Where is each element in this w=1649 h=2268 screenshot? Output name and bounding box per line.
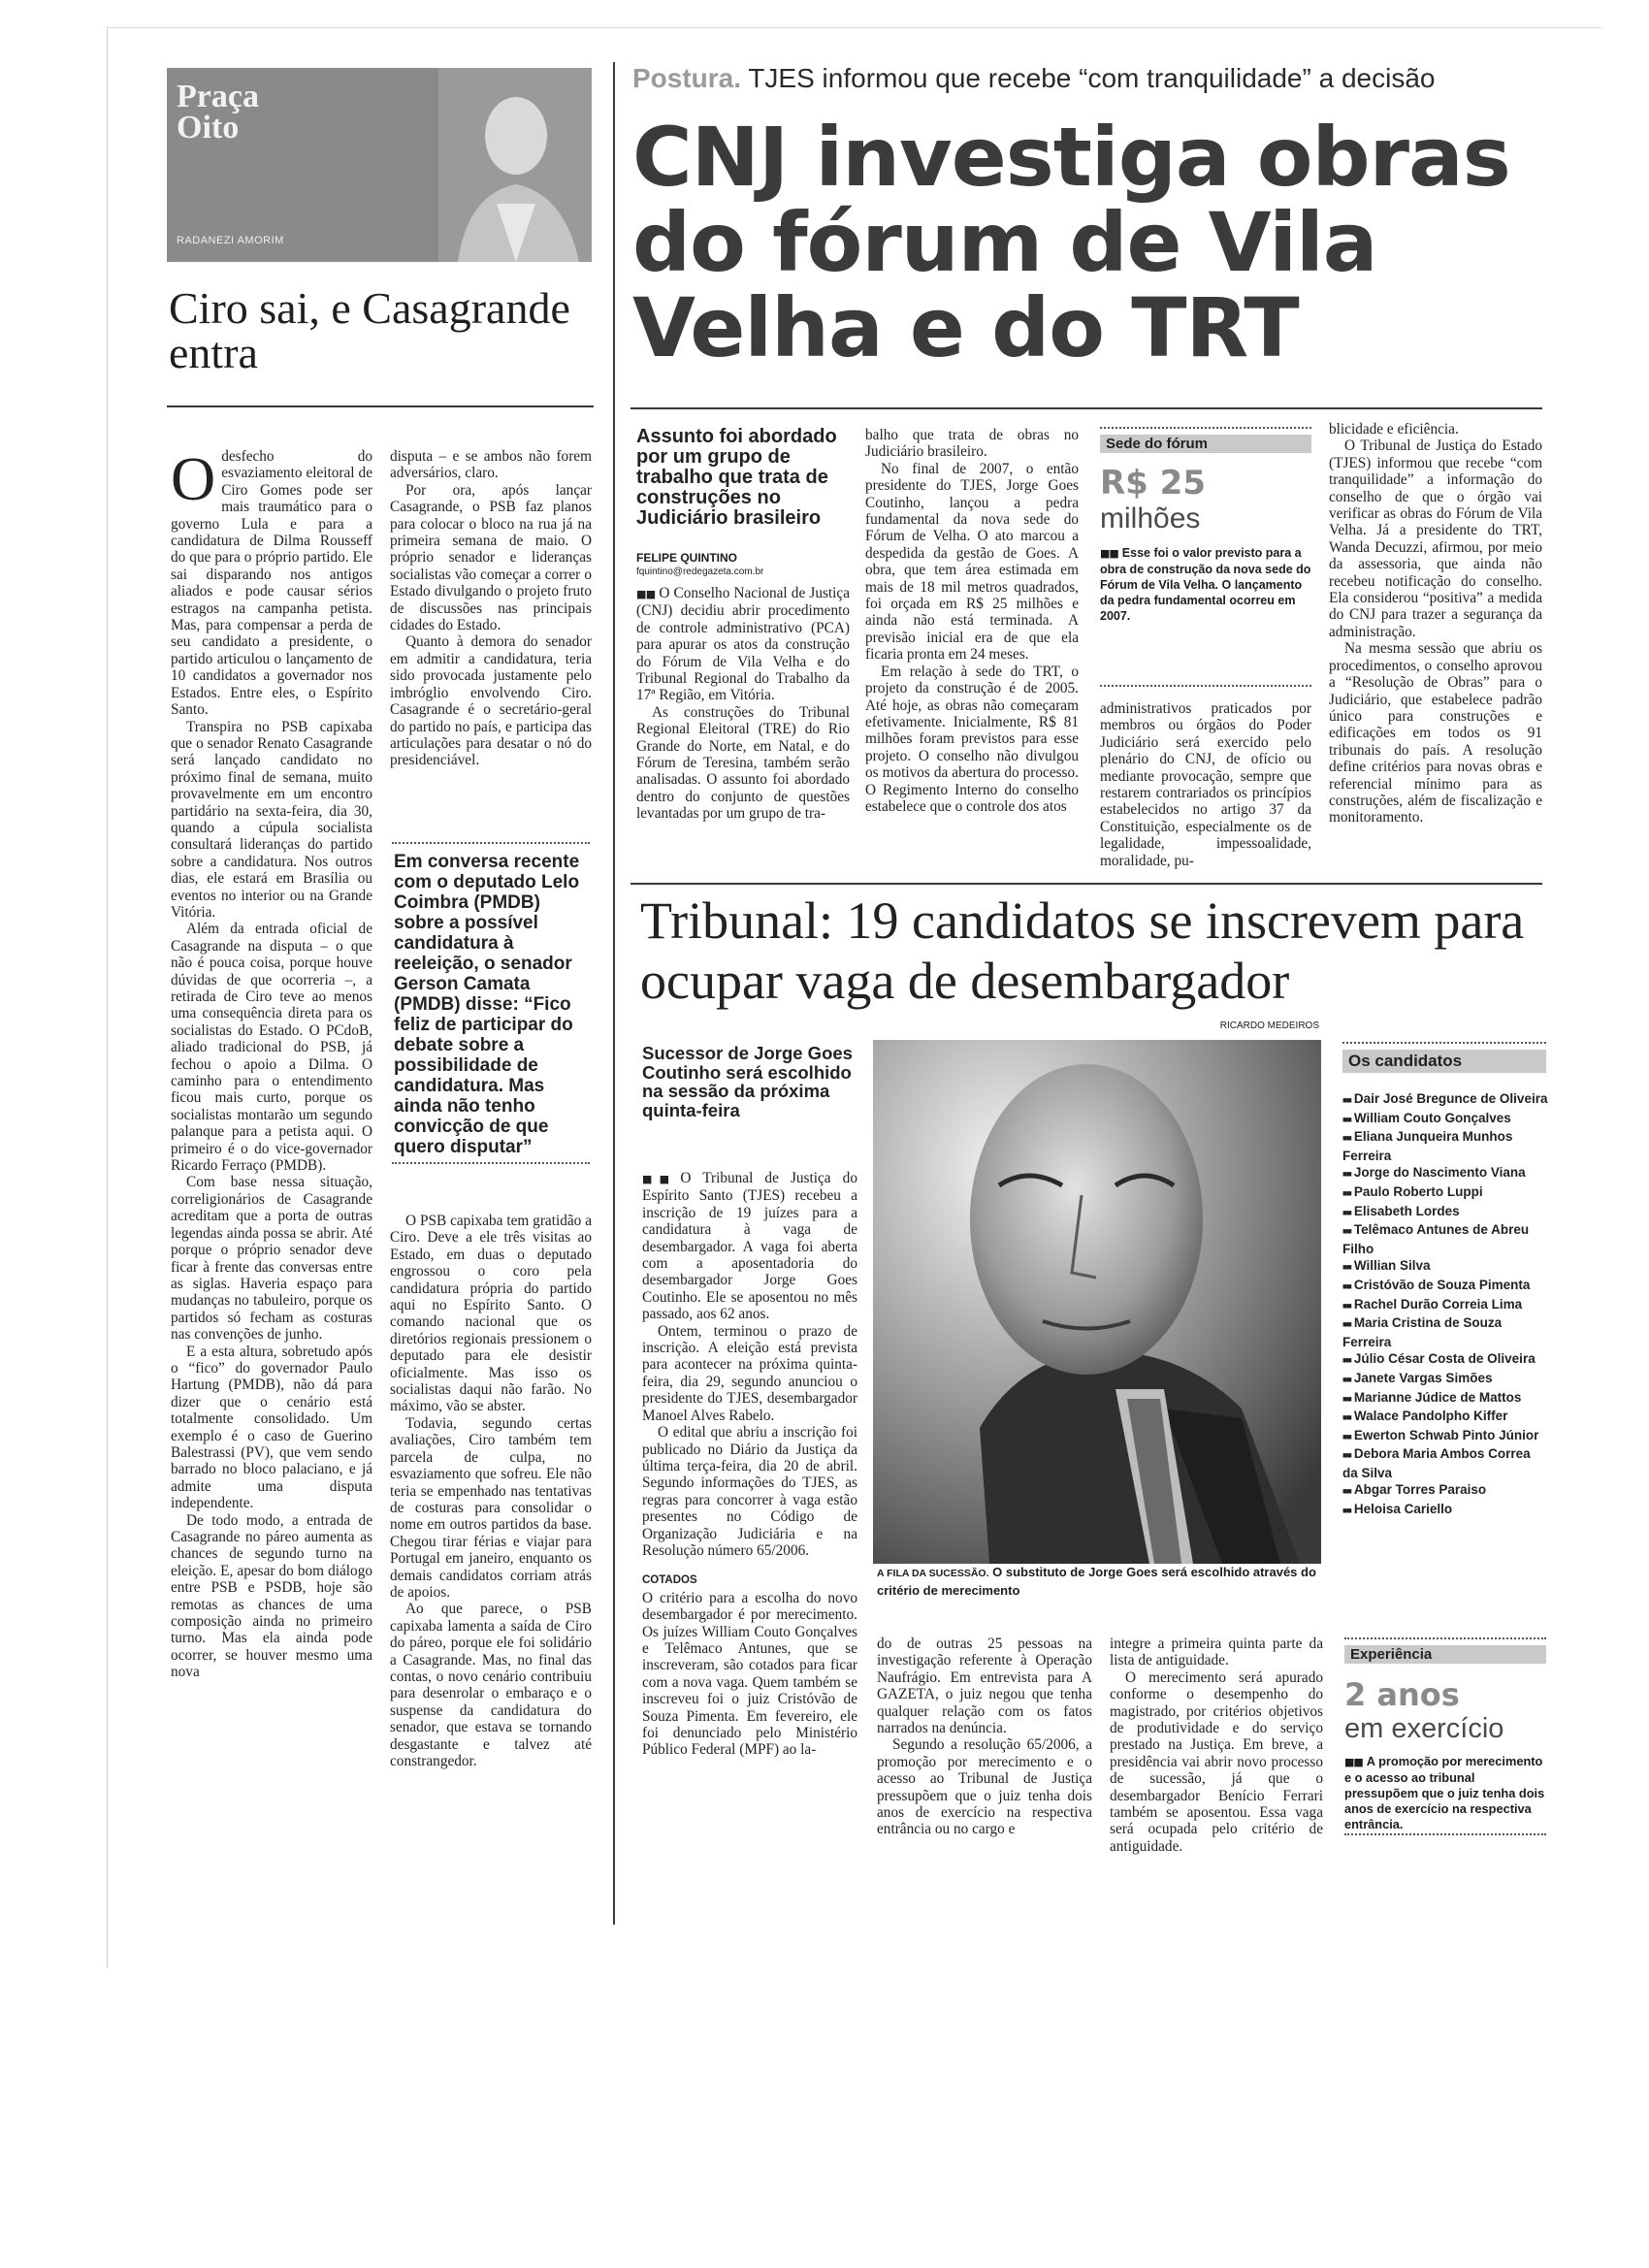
tribunal-paragraph: Ontem, terminou o prazo de inscrição. A eleição está prevista para acontecer na próxima quinta-feira, dia 29, segundo anunciou o presidente do TJES, desembargador Manoel Alves Rabelo. — [642, 1322, 857, 1424]
candidate-item: ■■ Elisabeth Lordes — [1342, 1203, 1460, 1218]
candidate-item: ■■ Telêmaco Antunes de Abreu Filho — [1342, 1222, 1530, 1256]
factbox-label: Sede do fórum — [1100, 435, 1311, 453]
cnj-col4 — [1329, 421, 1542, 826]
column-text-col1 — [171, 444, 372, 1681]
tribunal-paragraph: integre a primeira quinta parte da lista de antiguidade. — [1110, 1636, 1323, 1669]
cnj-headline-rule — [630, 407, 1542, 409]
cnj-col1 — [636, 585, 850, 823]
cotados-label: COTADOS — [642, 1574, 697, 1587]
photo-caption — [877, 1564, 1323, 1599]
factbox-value: R$ 25 — [1100, 464, 1206, 502]
candidate-item: ■■ Debora Maria Ambos Correa da Silva — [1342, 1446, 1531, 1480]
column-text-col2a — [390, 448, 592, 769]
praca-oito-logo: Praça Oito — [177, 79, 259, 146]
tribunal-paragraph: do de outras 25 pessoas na investigação referente à Operação Naufrágio. Em entrevista para A GAZETA, o juiz negou que tenha qualquer relação com os fatos narrados na denúncia. — [877, 1636, 1092, 1737]
article-kicker — [632, 62, 1544, 95]
cnj-paragraph: blicidade e eficiência. — [1329, 421, 1459, 437]
section-mark-icon: ■■ — [1344, 1756, 1363, 1768]
experience-value: 2 anos — [1344, 1676, 1460, 1713]
section-mark-icon: ■■ — [636, 588, 656, 600]
candidate-item: ■■ Maria Cristina de Souza Ferreira — [1342, 1315, 1503, 1349]
cnj-paragraph: Na mesma sessão que abriu os procedimentos, o conselho aprovou a “Resolução de Obras” para o Judiciário, que estabelece padrão único para construções e edificações em todos os 91 tribunais do país. A resolução define critérios para novas obras e referencial mínimo para as construções, além de fiscalização e monitoramento. — [1329, 640, 1542, 826]
column-paragraph: Quanto à demora do senador em admitir a candidatura, teria sido provocada justamente pelo imbróglio envolvendo Ciro. Casagrande é o secretário-geral do partido no país, e participa das articulações para desatar o nó do presidenciável. — [390, 633, 592, 769]
pull-quote-bottom-rule — [392, 1162, 590, 1164]
tribunal-paragraph: Segundo a resolução 65/2006, a promoção por merecimento e o acesso ao Tribunal de Justiça pressupõem que o juiz tenha dois anos de exercício na respectiva entrância ou no cargo e — [877, 1736, 1092, 1838]
tribunal-col3 — [1110, 1636, 1323, 1855]
candidate-item: ■■ Walace Pandolpho Kiffer — [1342, 1409, 1508, 1424]
desembargador-photo — [873, 1040, 1321, 1564]
candidate-item: ■■ Eliana Junqueira Munhos Ferreira — [1342, 1129, 1513, 1163]
candidate-item: ■■ Willian Silva — [1342, 1258, 1431, 1274]
cnj-paragraph: Em relação à sede do TRT, o projeto da construção é de 2005. Até hoje, as obras não começaram efetivamente. Inicialmente, R$ 81 milhões foram previstos para esse projeto. O conselho não divulgou os motivos da abertura do processo. O Regimento Interno do conselho estabelece que o controle dos atos — [865, 663, 1079, 815]
cnj-paragraph: ■■ O Conselho Nacional de Justiça (CNJ) decidiu abrir procedimento de controle administrativo (PCA) para apurar os atos da construção do Fórum de Vila Velha e do Tribunal Regional do Trabalho da 17ª Região, em Vitória. — [636, 585, 850, 704]
candidate-item: ■■ Janete Vargas Simões — [1342, 1370, 1493, 1385]
candidates-top-rule — [1342, 1042, 1546, 1044]
caption-text: O substituto de Jorge Goes será escolhido através do critério de merecimento — [877, 1565, 1316, 1598]
column-paragraph: Além da entrada oficial de Casagrande na disputa – o que não é pouca coisa, porque houve dúvidas de que ocorreria –, a retirada de Ciro teve ao menos uma consequência direta para os socialistas do Estado. O PCdoB, aliado tradicional do PSB, já fechou o apoio a Dilma. O caminho para o entendimento ficou mais curto, porque os socialistas montarão um segundo palanque para a petista aqui. O primeiro é o do vice-governador Ricardo Ferraço (PMDB). — [171, 921, 372, 1175]
kicker-text: TJES informou que recebe “com tranquilidade” a decisão — [748, 63, 1436, 93]
candidate-item: ■■ Jorge do Nascimento Viana — [1342, 1165, 1526, 1181]
cnj-email: fquintino@redegazeta.com.br — [636, 567, 764, 577]
cnj-col2 — [865, 427, 1079, 815]
cnj-paragraph: balho que trata de obras no Judiciário brasileiro. — [865, 427, 1079, 461]
experience-label: Experiência — [1344, 1645, 1546, 1664]
column-paragraph: Todavia, segundo certas avaliações, Ciro também tem parcela de culpa, no esvaziamento que sofreu. Ele não teria se empenhado nas tentativas de costuras para consolidar o nome em outros partidos da base. Chegou tirar férias e viajar para Portugal em janeiro, enquanto os demais candidatos corriam atrás de apoios. — [390, 1414, 592, 1601]
columnist-photo — [438, 68, 592, 262]
cnj-paragraph: No final de 2007, o então presidente do TJES, Jorge Goes Coutinho, lançou a pedra fundamental da nova sede do Fórum de Velha. O ato marcou a despedida da gestão de Goes. A obra, que tem área estimada em mais de 18 mil metros quadrados, foi orçada em R$ 25 milhões e ainda não está terminada. A previsão inicial era de que ela ficaria pronta em 24 meses. — [865, 460, 1079, 664]
column-paragraph: De todo modo, a entrada de Casagrande no páreo aumenta as chances de segundo turno na eleição. E, apesar do bom diálogo entre PSB e PSDB, hoje são remotas as chances de uma composição ainda no primeiro turno. Mas ela ainda pode ocorrer, se houver mesmo uma nova — [171, 1511, 372, 1681]
photo-credit: RICARDO MEDEIROS — [1219, 1021, 1319, 1031]
cnj-paragraph: O Tribunal de Justiça do Estado (TJES) informou que recebe “com tranquilidade” a informação do conselho de que o órgão vai verificar as obras do Fórum de Vila Velha. Já a presidente do TRT, Wanda Decuzzi, afirmou, por meio da assessoria, que ainda não recebeu notificação do conselho. Ela considerou “positiva” a medida do CNJ para trazer a segurança da administração. — [1329, 437, 1542, 640]
cnj-headline: CNJ investiga obras do fórum de Vila Velha e do TRT — [632, 110, 1510, 375]
tribunal-headline: Tribunal: 19 candidatos se inscrevem para ocupar vaga de desembargador — [640, 891, 1525, 1010]
tribunal-paragraph: O critério para a escolha do novo desembargador é por merecimento. Os juízes William Couto Gonçalves e Telêmaco Antunes, que se inscreveram, são cotados para ficar com a nova vaga. Quem também se inscreveu foi o juiz Cristóvão de Souza Pimenta. Em fevereiro, ele foi denunciado pelo Ministério Público Federal (MPF) ao la- — [642, 1589, 857, 1759]
column-headline: Ciro sai, e Casagrande entra — [169, 283, 570, 377]
cnj-paragraph: administrativos praticados por membros ou órgãos do Poder Judiciário será exercido pelo plenário do CNJ, de ofício ou mediante provocação, sempre que restarem contrariados os princípios estabelecidos no artigo 37 da Constituição, especialmente os de legalidade, impessoalidade, moralidade, pu- — [1100, 700, 1311, 869]
candidates-title: Os candidatos — [1342, 1050, 1546, 1073]
candidate-item: ■■ Cristóvão de Souza Pimenta — [1342, 1277, 1531, 1292]
factbox-text: ■■ Esse foi o valor previsto para a obra de construção da nova sede do Fórum de Vila Velha. O lançamento da pedra fundamental ocorreu em 2007. — [1100, 546, 1311, 623]
tribunal-subheadline: Sucessor de Jorge Goes Coutinho será escolhido na sessão da próxima quinta-feira — [642, 1043, 853, 1120]
column-headline-rule — [167, 405, 594, 407]
factbox-bottom-rule — [1100, 685, 1311, 687]
column-paragraph: Com base nessa situação, correligionários de Casagrande acreditam que a porta de outras legendas ainda possa se abrir. Até porque o próprio senador deve ficar à frente das conversas entre as siglas. Haveria espaço para mudanças no tabuleiro, porque os partidos só fecham as costuras nas convenções de junho. — [171, 1174, 372, 1344]
article-separator — [630, 883, 1542, 885]
section-mark-icon: ■■ — [642, 1173, 677, 1185]
column-paragraph: desfecho do esvaziamento eleitoral de Ciro Gomes pode ser mais traumático para o governo Lula e para a candidatura de Dilma Rousseff do que para o próprio partido. Ele sai disparando nos antigos aliados e pode causar sérios estragos na campanha petista. Mas, para compensar a perda de seu candidato a presidente, o partido articulou o lançamento de 10 candidatos a governador nos Estados. Entre eles, o Espírito Santo. — [171, 448, 372, 719]
column-paragraph: disputa – e se ambos não forem adversários, claro. — [390, 448, 592, 482]
praca-oito-header — [167, 68, 592, 262]
section-mark-icon: ■■ — [1100, 547, 1118, 560]
kicker-label: Postura. — [632, 63, 742, 93]
candidate-item: ■■ Dair José Bregunce de Oliveira — [1342, 1091, 1548, 1106]
section-divider — [613, 62, 615, 1925]
candidates-list — [1342, 1090, 1548, 1520]
candidate-item: ■■ Ewerton Schwab Pinto Júnior — [1342, 1427, 1539, 1442]
factbox-top-rule — [1100, 427, 1311, 429]
cnj-subheadline: Assunto foi abordado por um grupo de trabalho que trata de construções no Judiciário brasileiro — [636, 426, 837, 529]
column-paragraph: Transpira no PSB capixaba que o senador Renato Casagrande será lançado candidato no próximo final de semana, muito provavelmente em um encontro partidário na sexta-feira, dia 30, quando a cúpula socialista consultará lideranças do partido sobre a candidatura. Nos outros dias, ele estará em Brasília ou eventos no interior ou na Grande Vitória. — [171, 718, 372, 921]
experience-unit: em exercício — [1344, 1713, 1504, 1744]
candidate-item: ■■ Paulo Roberto Luppi — [1342, 1183, 1483, 1199]
caption-label: A FILA DA SUCESSÃO. — [877, 1568, 989, 1579]
pull-quote: Em conversa recente com o deputado Lelo Coimbra (PMDB) sobre a possível candidatura à reeleição, o senador Gerson Camata (PMDB) disse: “Fico feliz de participar do debate sobre a possibilidade de candidatura. Mas ainda não tenho convicção de que quero disputar” — [394, 852, 580, 1157]
column-paragraph: Ao que parece, o PSB capixaba lamenta a saída de Ciro do páreo, porque ele foi solidário a Casagrande. Mas, no final das contas, o novo cenário contribuiu para desenrolar o embaraço e o suspense da candidatura do senador, que estava se tornando desgastante e talvez até constrangedor. — [390, 1601, 592, 1769]
tribunal-col2 — [877, 1636, 1092, 1838]
candidate-item: ■■ Júlio César Costa de Oliveira — [1342, 1351, 1536, 1367]
column-text-col2b — [390, 1213, 592, 1769]
experience-top-rule — [1344, 1637, 1546, 1639]
experience-bottom-rule — [1344, 1833, 1546, 1835]
candidate-item: ■■ Rachel Durão Correia Lima — [1342, 1296, 1523, 1312]
cnj-byline: FELIPE QUINTINO — [636, 551, 738, 565]
candidate-item: ■■ Heloisa Cariello — [1342, 1502, 1453, 1517]
candidate-item: ■■ William Couto Gonçalves — [1342, 1110, 1511, 1125]
factbox-unit: milhões — [1100, 502, 1201, 535]
candidate-item: ■■ Marianne Júdice de Mattos — [1342, 1389, 1522, 1405]
tribunal-paragraph: ■■ O Tribunal de Justiça do Espírito Santo (TJES) recebeu a inscrição de 19 juízes para a candidatura à vaga de desembargador. A vaga foi aberta com a aposentadoria do desembargador Jorge Goes Coutinho. Ele se aposentou no mês passado, aos 62 anos. — [642, 1170, 857, 1323]
drop-cap: O — [171, 444, 216, 513]
cnj-col3 — [1100, 700, 1311, 869]
pull-quote-top-rule — [392, 842, 590, 844]
column-paragraph: E a esta altura, sobretudo após o “fico” do governador Paulo Hartung (PMDB), não dá para dizer que o cenário está totalmente consolidado. Um exemplo é o caso de Guerino Balestrassi (PV), que vem sendo barrado no bloco palaciano, e já admite uma disputa independente. — [171, 1343, 372, 1512]
tribunal-paragraph: O merecimento será apurado conforme o desempenho do magistrado, por critérios objetivos de produtividade e do serviço prestado na Justiça. Em breve, a presidência vai abrir novo processo de sucessão, já que o desembargador Benício Ferrari também se aposentou. Essa vaga será ocupada pelo critério de antiguidade. — [1110, 1669, 1323, 1855]
cnj-paragraph: As construções do Tribunal Regional Eleitoral (TRE) do Rio Grande do Norte, em Natal, e do Fórum de Teresina, também serão analisadas. O assunto foi abordado dentro do conjunto de questões levantadas por um grupo de tra- — [636, 703, 850, 823]
tribunal-paragraph: O edital que abriu a inscrição foi publicado no Diário da Justiça da última terça-feira, dia 20 de abril. Segundo informações do TJES, as regras para concorrer à vaga estão presentes no Código de Organização Judiciária e na Resolução número 65/2006. — [642, 1424, 857, 1559]
column-paragraph: O PSB capixaba tem gratidão a Ciro. Deve a ele três visitas ao Estado, em duas o deputado engrossou o coro pela candidatura própria do partido aqui no Espírito Santo. O comando nacional que os diretórios regionais pressionem o deputado para ele desistir oficialmente. Mas isso os socialistas daqui não farão. No máximo, vão se abster. — [390, 1213, 592, 1415]
tribunal-col1 — [642, 1170, 857, 1759]
candidate-item: ■■ Abgar Torres Paraiso — [1342, 1482, 1487, 1498]
columnist-name: RADANEZI AMORIM — [177, 235, 284, 246]
column-paragraph: Por ora, após lançar Casagrande, o PSB faz planos para colocar o bloco na rua já na primeira semana de maio. O próprio senador e lideranças socialistas vão começar a correr o Estado divulgando o projeto fruto de discussões nas principais cidades do Estado. — [390, 481, 592, 634]
experience-text: ■■ A promoção por merecimento e o acesso ao tribunal pressupõem que o juiz tenha dois anos de exercício na respectiva entrância. — [1344, 1754, 1545, 1831]
